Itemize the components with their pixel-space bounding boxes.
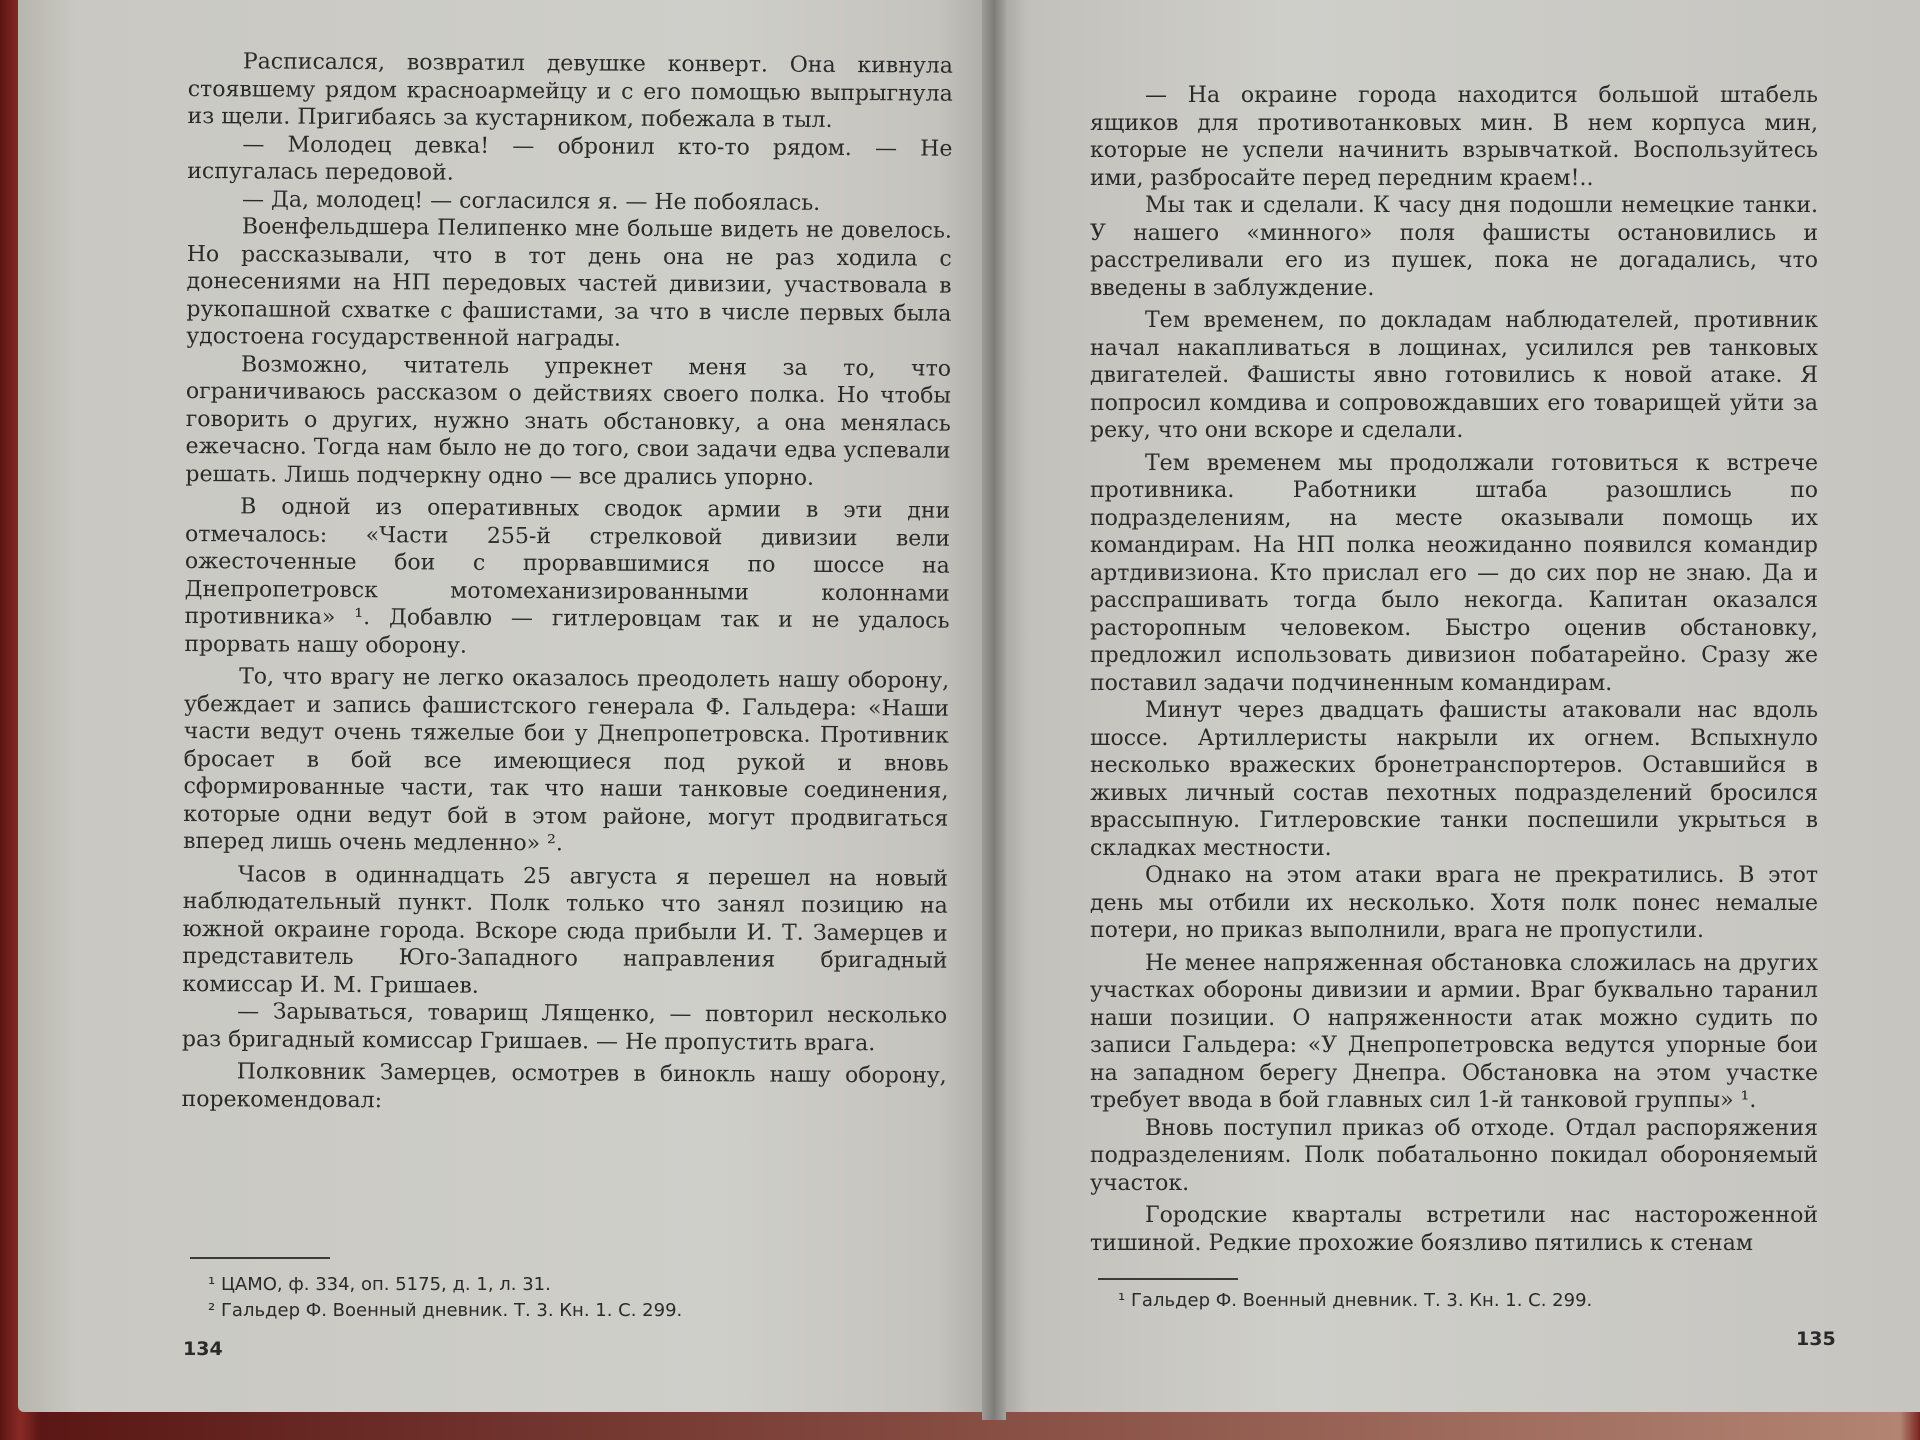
paragraph: Городские кварталы встретили нас настороженной тишиной. Редкие прохожие боязливо пятились к стенам bbox=[1090, 1203, 1818, 1256]
paragraph: — На окраине города находится большой штабель ящиков для противотанковых мин. В нем корпуса мин, которые не успели начинить взрывчаткой. Воспользуйтесь ими, разбросайте перед передним краем!.. bbox=[1090, 83, 1818, 191]
paragraph: То, что врагу не легко оказалось преодолеть нашу оборону, убеждает и запись фашистского генерала Ф. Гальдера: «Наши части ведут очень тяжелые бои у Днепропетровска. Противник бросает в бой все имеющиеся под рукой и вновь сформированные части, так что наши танковые соединения, которые одни ведут бой в этом районе, могут продвигаться вперед лишь очень медленно» ². bbox=[183, 664, 950, 857]
page-number-right: 135 bbox=[1796, 1328, 1836, 1350]
left-footnotes bbox=[208, 1272, 928, 1324]
paragraph: Тем временем, по докладам наблюдателей, противник начал накапливаться в лощинах, усилился рев танковых двигателей. Фашисты явно готовились к новой атаке. Я попросил комдива и сопровождавших его товарищей уйти за реку, что они вскоре и сделали. bbox=[1090, 308, 1818, 443]
footnote-divider bbox=[1098, 1278, 1238, 1280]
left-page bbox=[18, 0, 998, 1412]
left-page-body bbox=[181, 48, 952, 1118]
right-footnotes bbox=[1118, 1288, 1798, 1314]
paragraph: Военфельдшера Пелипенко мне больше видеть не довелось. Но рассказывали, что в тот день она не раз ходила с донесениями на НП передовых частей дивизии, участвовала в рукопашной схватке с фашистами, за что в числе первых была удостоена государственной награды. bbox=[186, 214, 952, 352]
page-number-left: 134 bbox=[183, 1338, 223, 1360]
paragraph: Часов в одиннадцать 25 августа я перешел на новый наблюдательный пункт. Полк только что занял позицию на южной окраине города. Вскоре сюда прибыли И. Т. Замерцев и представитель Юго-Западного направления бригадный комиссар И. М. Гришаев. bbox=[182, 861, 949, 999]
paragraph: Полковник Замерцев, осмотрев в бинокль нашу оборону, порекомендовал: bbox=[181, 1059, 947, 1113]
footnote-divider bbox=[190, 1257, 330, 1259]
paragraph: Однако на этом атаки врага не прекратились. В этот день мы отбили их несколько. Хотя полк понес немалые потери, но приказ выполнили, врага не пропустили. bbox=[1090, 863, 1818, 943]
paragraph: — Молодец девка! — обронил кто-то рядом. — Не испугалась передовой. bbox=[187, 131, 953, 186]
paragraph: — Зарываться, товарищ Лященко, — повторил несколько раз бригадный комиссар Гришаев. — Не пропустить врага. bbox=[181, 999, 948, 1056]
footnote: ¹ ЦАМО, ф. 334, оп. 5175, д. 1, л. 31. bbox=[208, 1274, 551, 1295]
paragraph: Мы так и сделали. К часу дня подошли немецкие танки. У нашего «минного» поля фашисты остановились и расстреливали его из пушек, пока не догадались, что введены в заблуждение. bbox=[1090, 193, 1818, 301]
right-page bbox=[990, 0, 1920, 1412]
footnote: ¹ Гальдер Ф. Военный дневник. Т. 3. Кн. 1. С. 299. bbox=[1118, 1290, 1593, 1311]
book-gutter bbox=[982, 0, 1006, 1420]
right-page-body bbox=[1090, 82, 1818, 1257]
paragraph: — Да, молодец! — согласился я. — Не побоялась. bbox=[242, 186, 821, 216]
paragraph: Минут через двадцать фашисты атаковали нас вдоль шоссе. Артиллеристы накрыли их огнем. Вспыхнуло несколько вражеских бронетранспортеров. Оставшийся в живых личный состав пехотных подразделений бросился врассыпную. Гитлеровские танки поспешили укрыться в складках местности. bbox=[1090, 698, 1818, 861]
paragraph: Не менее напряженная обстановка сложилась на других участках обороны дивизии и армии. Враг буквально таранил наши позиции. О напряженности атак можно судить по записи Гальдера: «У Днепропетровска ведутся упорные бои на западном берегу Днепра. Обстановка на этом участке требует ввода в бой главных сил 1-й танковой группы» ¹. bbox=[1090, 950, 1818, 1113]
paragraph: Расписался, возвратил девушке конверт. Она кивнула стоявшему рядом красноармейцу и с его помощью выпрыгнула из щели. Пригибаясь за кустарником, побежала в тыл. bbox=[187, 49, 953, 133]
footnote: ² Гальдер Ф. Военный дневник. Т. 3. Кн. 1. С. 299. bbox=[208, 1300, 683, 1321]
paragraph: Вновь поступил приказ об отходе. Отдал распоряжения подразделениям. Полк побатальонно покидал обороняемый участок. bbox=[1090, 1115, 1818, 1196]
paragraph: Возможно, читатель упрекнет меня за то, что ограничиваюсь рассказом о действиях своего полка. Но чтобы говорить о других, нужно знать обстановку, а она менялась ежечасно. Тогда нам было не до того, свои задачи едва успевали решать. Лишь подчеркну одно — все дрались упорно. bbox=[185, 351, 952, 491]
paragraph: В одной из оперативных сводок армии в эти дни отмечалось: «Части 255-й стрелковой дивизии вели ожесточенные бои с прорвавшимися по шоссе на Днепропетровск мотомеханизированными колоннами противника» ¹. Добавлю — гитлеровцам так и не удалось прорвать нашу оборону. bbox=[184, 494, 951, 659]
paragraph: Тем временем мы продолжали готовиться к встрече противника. Работники штаба разошлись по подразделениям, на месте оказывали помощь их командирам. На НП полка неожиданно появился командир артдивизиона. Кто прислал его — до сих пор не знаю. Да и расспрашивать тогда было некогда. Капитан оказался расторопным человеком. Быстро оценив обстановку, предложил использовать дивизион побатарейно. Сразу же поставил задачи подчиненным командирам. bbox=[1090, 450, 1818, 696]
